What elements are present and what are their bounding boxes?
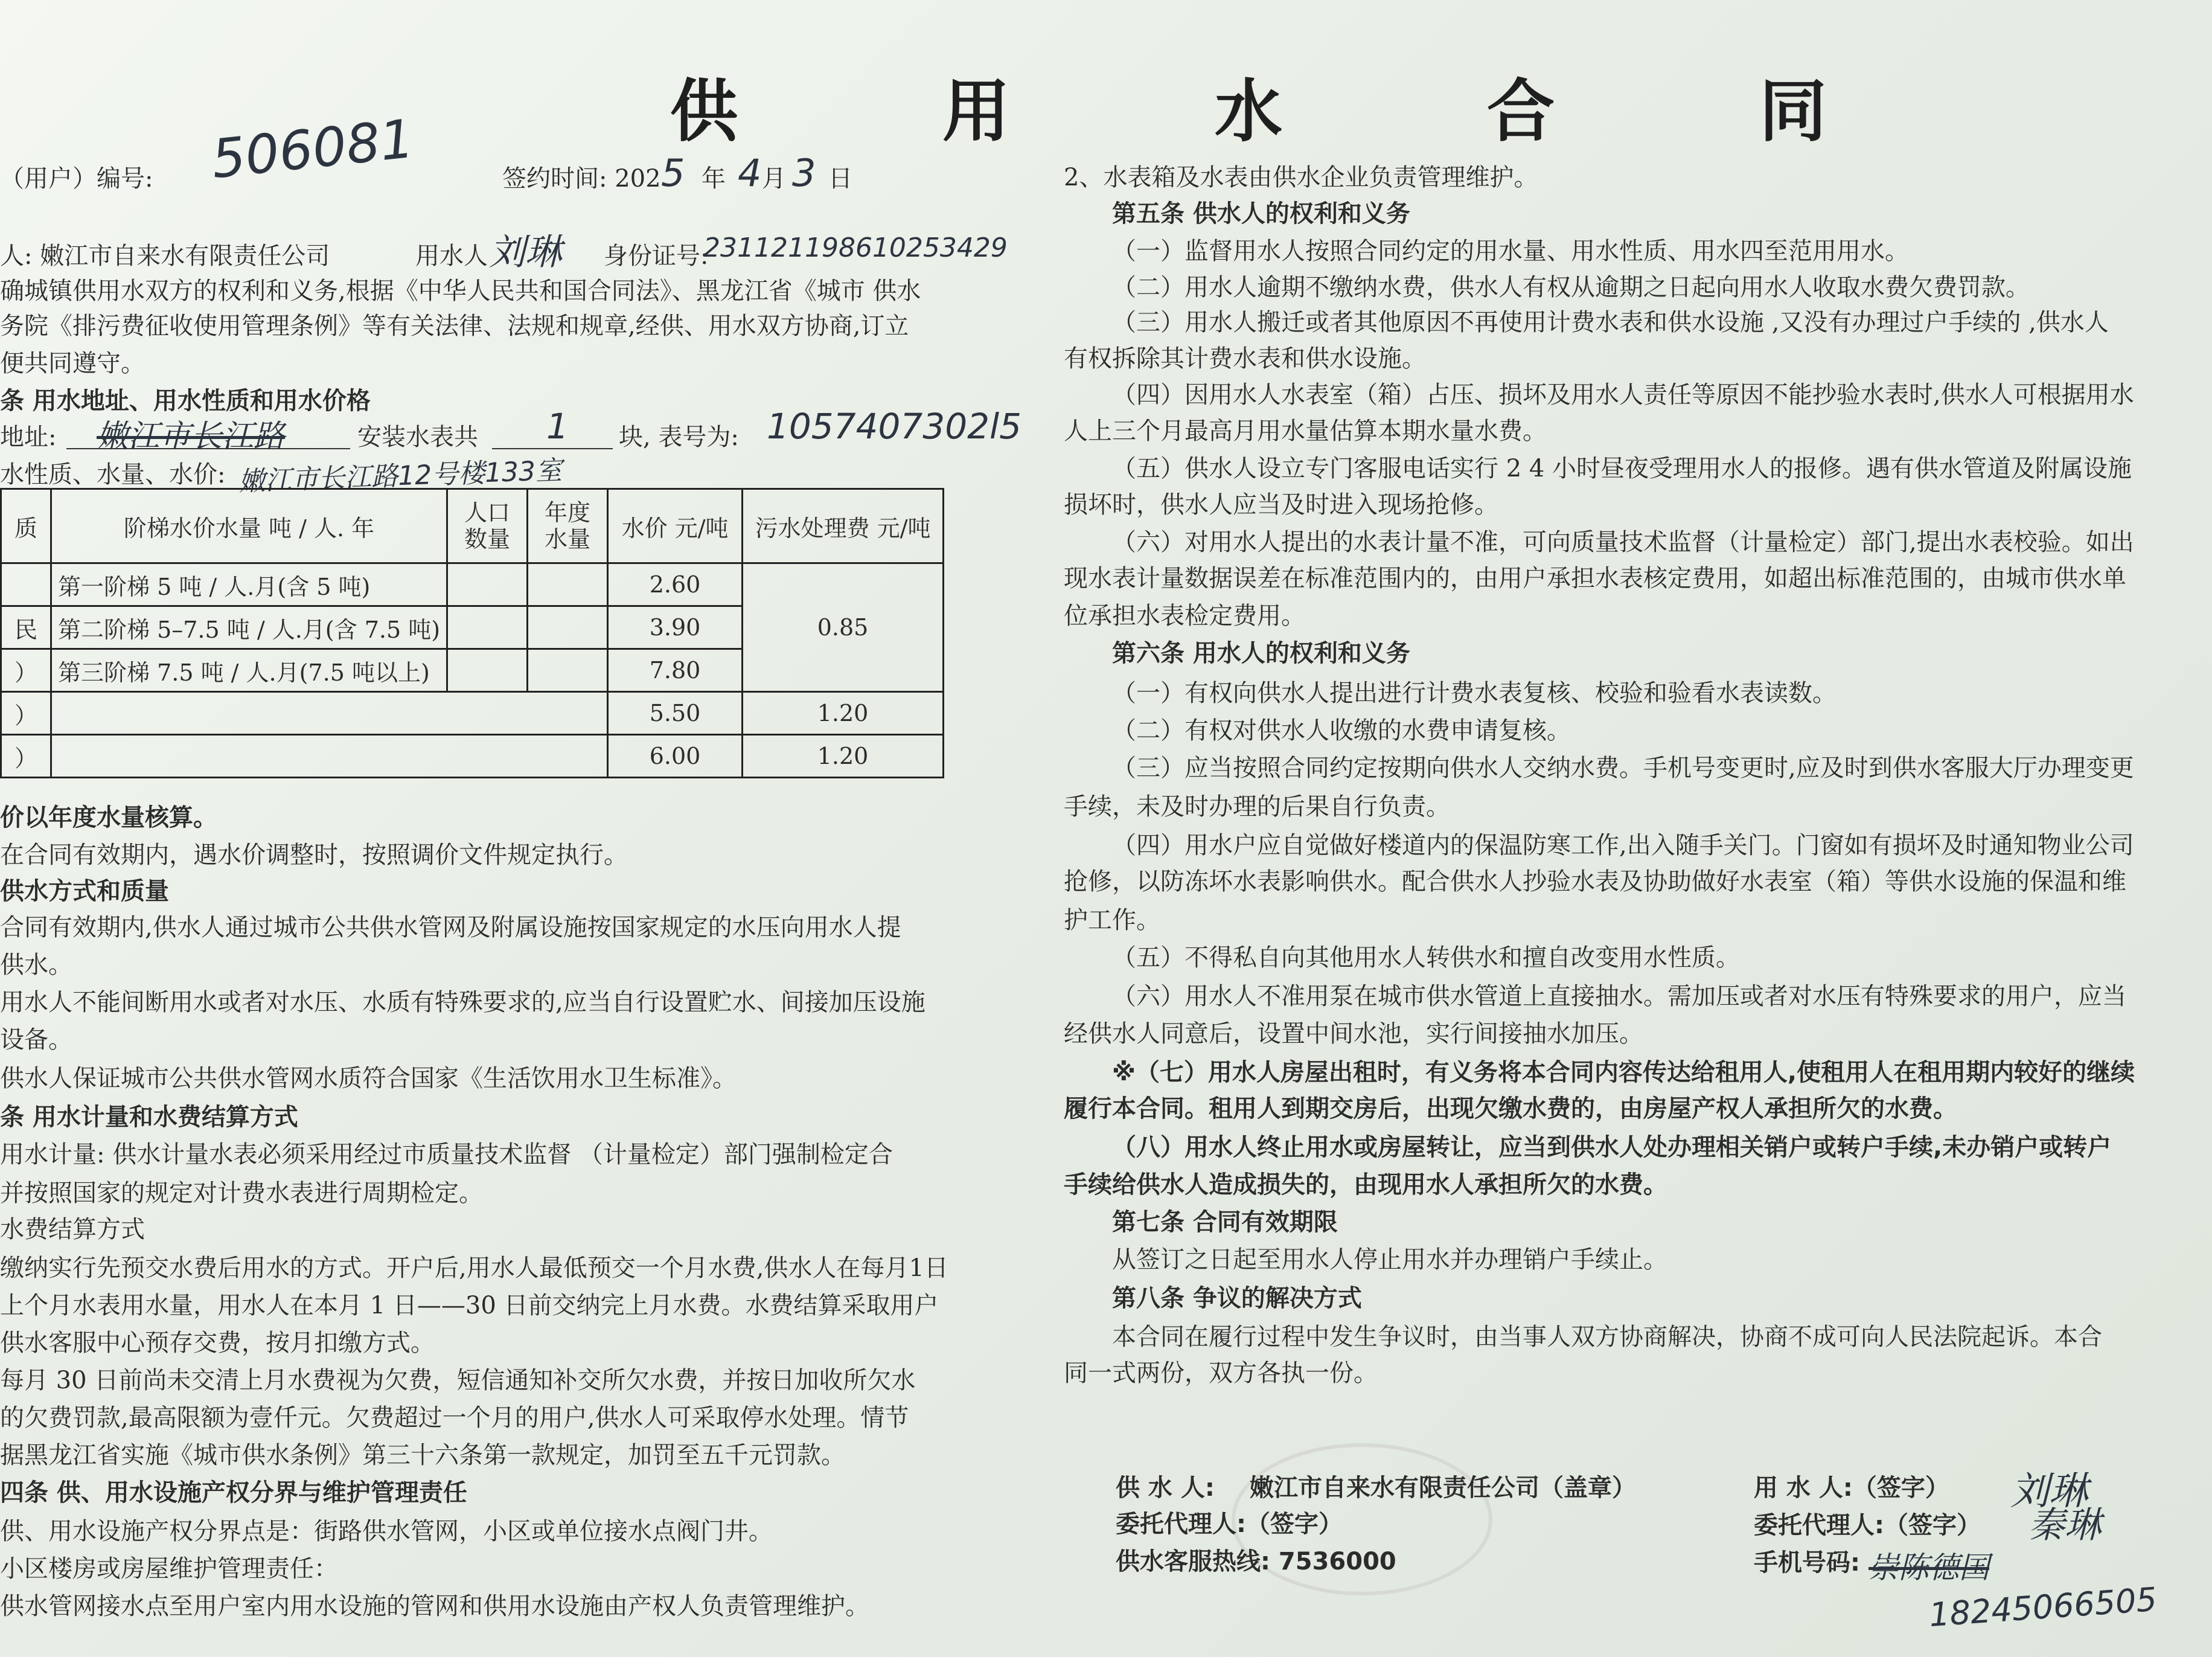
right-text-line: （二）有权对供水人收缴的水费申请复核。 [1112,717,1571,745]
handwritten-meter-count: 1 [546,406,569,447]
supplier-agent-label: 委托代理人:（签字） [1116,1510,1343,1538]
table-cell: 6.00 [608,735,743,778]
handwritten-user-no: 506081 [208,107,417,191]
left-text-line: 每月 30 日前尚未交清上月水费视为欠费，短信通知补交所欠水费，并按日加收所欠水 [0,1367,916,1394]
table-header: 年度 水量 [528,489,608,563]
left-text-line: 供水。 [0,951,72,979]
left-text-line: 小区楼房或房屋维护管理责任： [0,1555,338,1583]
left-text-line: 供水客服中心预存交费，按月扣缴方式。 [0,1329,435,1357]
left-text-line: 上个月水表用水量，用水人在本月 1 日——30 日前交纳完上月水费。水费结算采取用户 [0,1292,939,1319]
supplier-sign-label: 供 水 人: [1116,1474,1215,1502]
left-text-line: 价以年度水量核算。 [0,804,217,832]
left-text-line: 四条 供、用水设施产权分界与维护管理责任 [0,1479,467,1507]
right-text-line: 从签订之日起至用水人停止用水并办理销户手续止。 [1112,1246,1667,1274]
address-label: 地址: [0,423,57,451]
handwritten-user-name: 刘琳 [489,231,561,274]
year-label: 年 [702,165,726,193]
service-hotline: 供水客服热线: 7536000 [1116,1548,1396,1575]
right-text-line: 损坏时，供水人应当及时进入现场抢修。 [1064,491,1498,519]
handwritten-id-number: 231121198610253429 [703,232,1008,263]
right-text-line: 手续给供水人造成损失的，由现用水人承担所欠的水费。 [1064,1171,1667,1199]
table-cell: 3.90 [608,606,743,649]
right-text-line: 抢修，以防冻坏水表影响供水。配合供水人抄验水表及协助做好水表室（箱）等供水设施的保温和维 [1064,868,2126,896]
left-text-line: 的欠费罚款,最高限额为壹仟元。欠费超过一个月的用户,供水人可采取停水处理。情节 [0,1404,909,1432]
right-text-line: 同一式两份，双方各执一份。 [1064,1359,1378,1387]
table-cell [528,606,608,649]
table-cell: 第二阶梯 5–7.5 吨 / 人.月(含 7.5 吨) [51,606,447,649]
table-cell: 0.85 [743,563,944,692]
left-text-line: 水费结算方式 [0,1216,145,1243]
table-cell [51,692,608,735]
page-title: 供 用 水 合 同 [670,72,1917,151]
left-text-line: 供水管网接水点至用户室内用水设施的管网和供用水设施由产权人负责管理维护。 [0,1592,869,1620]
user-agent-label: 委托代理人:（签字） [1754,1511,1981,1539]
supplier-name: 嫩江市自来水有限责任公司（盖章） [1250,1474,1636,1502]
right-text-line: 第七条 合同有效期限 [1112,1208,1338,1236]
right-text-line: （六）对用水人提出的水表计量不准，可向质量技术监督（计量检定）部门,提出水表校验。如出 [1112,528,2134,556]
user-no-label: （用户）编号: [0,165,153,193]
supplier-line: 人: 嫩江市自来水有限责任公司 [0,242,330,270]
right-text-line: ※（七）用水人房屋出租时，有义务将本合同内容传达给租用人,使租用人在租用期内较好的继续 [1112,1059,2135,1086]
right-text-line: （一）有权向供水人提出进行计费水表复核、校验和验看水表读数。 [1112,679,1836,707]
table-cell: 第一阶梯 5 吨 / 人.月(含 5 吨) [51,563,447,606]
right-text-line: （三）应当按照合同约定按期向供水人交纳水费。手机号变更时,应及时到供水客服大厅办理变更 [1112,754,2134,782]
right-text-line: 有权拆除其计费水表和供水设施。 [1064,345,1426,373]
right-text-line: 现水表计量数据误差在标准范围内的，由用户承担水表核定费用，如超出标准范围的，由城市供水单 [1064,565,2126,592]
table-header: 污水处理费 元/吨 [743,489,944,563]
id-label: 身份证号: [604,242,709,270]
table-cell [447,563,528,606]
right-text-line: （三）用水人搬迁或者其他原因不再使用计费水表和供水设施 ,又没有办理过户手续的 ,供水人 [1112,309,2109,336]
right-text-line: 第五条 供水人的权利和义务 [1112,200,1410,228]
handwritten-meter-no: 1057407302l5 [767,406,1022,447]
left-text-line: 用水人不能间断用水或者对水压、水质有特殊要求的,应当自行设置贮水、间接加压设施 [0,989,925,1016]
table-header: 水价 元/吨 [608,489,743,563]
right-text-line: （五）供水人设立专门客服电话实行 2 4 小时昼夜受理用水人的报修。遇有供水管道及附属设施 [1112,455,2132,482]
table-header: 人口 数量 [447,489,528,563]
right-text-line: 护工作。 [1064,906,1160,934]
right-text-line: 履行本合同。租用人到期交房后，出现欠缴水费的，由房屋产权人承担所欠的水费。 [1064,1095,1957,1123]
right-text-line: （六）用水人不准用泵在城市供水管道上直接抽水。需加压或者对水压有特殊要求的用户，应当 [1112,982,2126,1010]
table-cell [528,563,608,606]
right-text-line: 第六条 用水人的权利和义务 [1112,639,1410,667]
table-cell: 1.20 [743,692,944,735]
handwritten-crossed-out: 崇陈德国 [1868,1550,1989,1585]
water-nature-label: 水性质、水量、水价: [0,461,226,489]
left-text-line: 条 用水计量和水费结算方式 [0,1103,298,1131]
intro-line-1: 确城镇供用水双方的权利和义务,根据《中华人民共和国合同法》、黑龙江省《城市 供水 [0,277,921,305]
right-text-line: 2、水表箱及水表由供水企业负责管理维护。 [1064,164,1538,191]
sign-date-label: 签约时间: 202 [502,165,661,193]
left-text-line: 据黑龙江省实施《城市供水条例》第三十六条第一款规定，加罚至五千元罚款。 [0,1441,845,1469]
table-cell [447,649,528,692]
table-header-row [1,489,944,563]
left-text-line: 用水计量: 供水计量水表必须采用经过市质量技术监督 （计量检定）部门强制检定合 [0,1141,893,1168]
left-text-line: 设备。 [0,1026,72,1054]
table-row [1,563,944,606]
right-text-line: 本合同在履行过程中发生争议时，由当事人双方协商解决，协商不成可向人民法院起诉。本合 [1112,1323,2102,1351]
water-price-table [0,488,944,778]
article-1-title: 条 用水地址、用水性质和用水价格 [0,387,371,415]
handwritten-agent-signature: 秦琳 [2028,1504,2101,1546]
handwritten-user-signature: 刘琳 [2010,1469,2088,1514]
table-header: 阶梯水价水量 吨 / 人. 年 [51,489,447,563]
right-text-line: （八）用水人终止用水或房屋转让，应当到供水人处办理相关销户或转户手续,未办销户或转户 [1112,1133,2112,1161]
right-text-line: 手续，未及时办理的后果自行负责。 [1064,793,1450,821]
table-cell: ） [1,692,51,735]
table-cell [1,563,51,606]
right-text-line: （四）因用水人水表室（箱）占压、损坏及用水人责任等原因不能抄验水表时,供水人可根据用水 [1112,381,2134,409]
left-text-line: 在合同有效期内，遇水价调整时，按照调价文件规定执行。 [0,841,628,869]
left-text-line: 供水人保证城市公共供水管网水质符合国家《生活饮用水卫生标准》。 [0,1065,737,1092]
handwritten-address: 嫩江市长江路12号楼133室 [238,455,563,498]
meter-no-label: 块, 表号为: [619,423,739,451]
table-cell: 民 [1,606,51,649]
table-cell: 1.20 [743,735,944,778]
right-text-line: （五）不得私自向其他用水人转供水和擅自改变用水性质。 [1112,944,1740,972]
table-cell: ） [1,649,51,692]
table-cell: 7.80 [608,649,743,692]
user-label: 用水人 [415,242,488,270]
table-cell: 2.60 [608,563,743,606]
phone-label: 手机号码: [1754,1549,1860,1577]
user-sign-label: 用 水 人:（签字） [1754,1474,1949,1502]
right-text-line: 人上三个月最高月用水量估算本期水量水费。 [1064,417,1547,445]
right-text-line: （四）用水户应自觉做好楼道内的保温防寒工作,出入随手关门。门窗如有损坏及时通知物业公司 [1112,832,2134,859]
table-cell: ） [1,735,51,778]
left-text-line: 并按照国家的规定对计费水表进行周期检定。 [0,1179,483,1207]
handwritten-address-crossed: 嫩江市长江路 [97,418,286,455]
left-text-line: 缴纳实行先预交水费后用水的方式。开户后,用水人最低预交一个月水费,供水人在每月1日 [0,1254,948,1282]
handwritten-month: 4 [738,151,762,195]
table-header: 质 [1,489,51,563]
table-row [1,692,944,735]
intro-line-3: 便共同遵守。 [0,350,145,377]
left-text-line: 合同有效期内,供水人通过城市公共供水管网及附属设施按国家规定的水压向用水人提 [0,914,901,941]
right-text-line: （一）监督用水人按照合同约定的用水量、用水性质、用水四至范用用水。 [1112,237,1909,265]
month-label: 月 [762,165,786,193]
day-label: 日 [828,165,852,193]
right-text-line: 位承担水表检定费用。 [1064,602,1305,630]
meter-count-label: 安装水表共 [357,423,478,451]
table-cell [528,649,608,692]
table-cell [447,606,528,649]
intro-line-2: 务院《排污费征收使用管理条例》等有关法律、法规和规章,经供、用水双方协商,订立 [0,312,909,340]
right-text-line: （二）用水人逾期不缴纳水费，供水人有权从逾期之日起向用水人收取水费欠费罚款。 [1112,274,2030,301]
left-text-line: 供、用水设施产权分界点是：街路供水管网，小区或单位接水点阀门井。 [0,1518,773,1545]
handwritten-phone: 18245066505 [1928,1580,2158,1635]
table-cell: 5.50 [608,692,743,735]
handwritten-day: 3 [792,151,816,195]
left-text-line: 供水方式和质量 [0,877,169,905]
handwritten-year: 5 [661,151,685,195]
table-cell: 第三阶梯 7.5 吨 / 人.月(7.5 吨以上) [51,649,447,692]
right-text-line: 经供水人同意后，设置中间水池，实行间接抽水加压。 [1064,1020,1643,1048]
table-cell [51,735,608,778]
table-row [1,735,944,778]
right-text-line: 第八条 争议的解决方式 [1112,1284,1362,1312]
